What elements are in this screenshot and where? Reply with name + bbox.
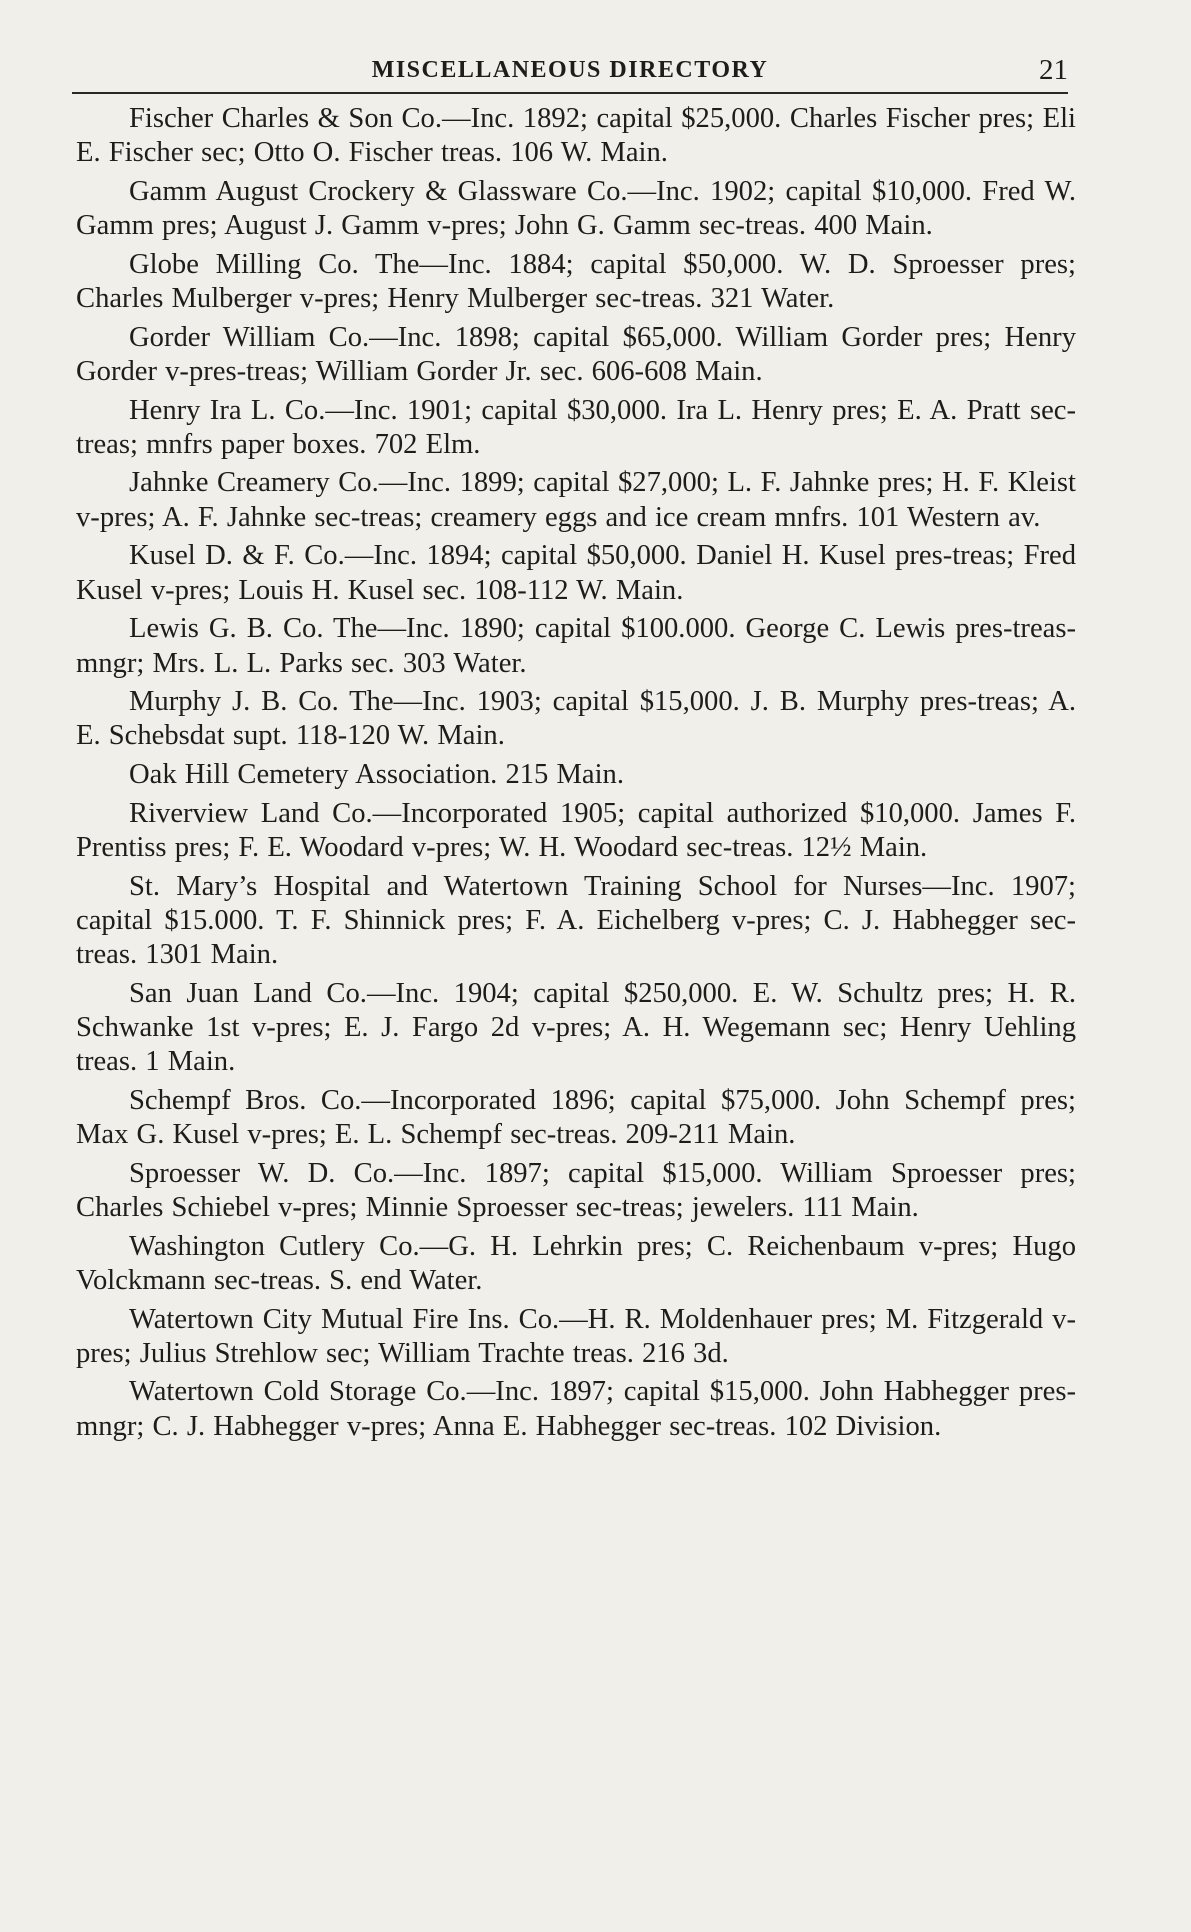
running-head: MISCELLANEOUS DIRECTORY <box>371 57 769 83</box>
directory-entry: Fischer Charles & Son Co.—Inc. 1892; capital $25,000. Charles Fischer pres; Eli E. Fischer sec; Otto O. Fischer treas. 106 W. Main. <box>76 103 1076 169</box>
page-header <box>72 52 1068 88</box>
directory-entry: Henry Ira L. Co.—Inc. 1901; capital $30,000. Ira L. Henry pres; E. A. Pratt sec-treas; mnfrs paper boxes. 702 Elm. <box>76 394 1076 460</box>
directory-entry: Riverview Land Co.—Incorporated 1905; capital authorized $10,000. James F. Prentiss pres; F. E. Woodard v-pres; W. H. Woodard sec-treas. 12½ Main. <box>76 797 1076 863</box>
directory-entry: Gorder William Co.—Inc. 1898; capital $65,000. William Gorder pres; Henry Gorder v-pres-treas; William Gorder Jr. sec. 606-608 Main. <box>76 321 1076 387</box>
directory-entry: Oak Hill Cemetery Association. 215 Main. <box>129 759 624 791</box>
directory-entry: Jahnke Creamery Co.—Inc. 1899; capital $27,000; L. F. Jahnke pres; H. F. Kleist v-pres; A. F. Jahnke sec-treas; creamery eggs and ice cream mnfrs. 101 Western av. <box>76 467 1076 533</box>
directory-entry: Schempf Bros. Co.—Incorporated 1896; capital $75,000. John Schempf pres; Max G. Kusel v-pres; E. L. Schempf sec-treas. 209-211 Main. <box>76 1084 1076 1151</box>
directory-entry: Kusel D. & F. Co.—Inc. 1894; capital $50,000. Daniel H. Kusel pres-treas; Fred Kusel v-pres; Louis H. Kusel sec. 108-112 W. Main. <box>76 540 1076 606</box>
directory-entry: Murphy J. B. Co. The—Inc. 1903; capital $15,000. J. B. Murphy pres-treas; A. E. Schebsdat supt. 118-120 W. Main. <box>76 686 1076 752</box>
page-number: 21 <box>1039 54 1068 86</box>
directory-entry: Sproesser W. D. Co.—Inc. 1897; capital $15,000. William Sproesser pres; Charles Schiebel v-pres; Minnie Sproesser sec-treas; jewelers. 111 Main. <box>76 1157 1076 1224</box>
directory-entries <box>76 102 1076 1448</box>
directory-entry: Watertown City Mutual Fire Ins. Co.—H. R. Moldenhauer pres; M. Fitzgerald v-pres; Julius Strehlow sec; William Trachte treas. 216 3d. <box>76 1303 1076 1369</box>
directory-entry: St. Mary’s Hospital and Watertown Training School for Nurses—Inc. 1907; capital $15.000. T. F. Shinnick pres; F. A. Eichelberg v-pres; C. J. Habhegger sec-treas. 1301 Main. <box>76 870 1076 971</box>
directory-entry: Globe Milling Co. The—Inc. 1884; capital $50,000. W. D. Sproesser pres; Charles Mulberger v-pres; Henry Mulberger sec-treas. 321 Water. <box>76 248 1076 315</box>
header-rule <box>72 92 1068 94</box>
directory-entry: Gamm August Crockery & Glassware Co.—Inc. 1902; capital $10,000. Fred W. Gamm pres; August J. Gamm v-pres; John G. Gamm sec-treas. 400 Main. <box>76 175 1076 242</box>
directory-entry: Washington Cutlery Co.—G. H. Lehrkin pres; C. Reichenbaum v-pres; Hugo Volckmann sec-treas. S. end Water. <box>76 1230 1076 1296</box>
directory-entry: Watertown Cold Storage Co.—Inc. 1897; capital $15,000. John Habhegger pres-mngr; C. J. Habhegger v-pres; Anna E. Habhegger sec-treas. 102 Division. <box>76 1376 1076 1442</box>
directory-entry: San Juan Land Co.—Inc. 1904; capital $250,000. E. W. Schultz pres; H. R. Schwanke 1st v-pres; E. J. Fargo 2d v-pres; A. H. Wegemann sec; Henry Uehling treas. 1 Main. <box>76 977 1076 1078</box>
directory-entry: Lewis G. B. Co. The—Inc. 1890; capital $100.000. George C. Lewis pres-treas-mngr; Mrs. L. L. Parks sec. 303 Water. <box>76 613 1076 679</box>
